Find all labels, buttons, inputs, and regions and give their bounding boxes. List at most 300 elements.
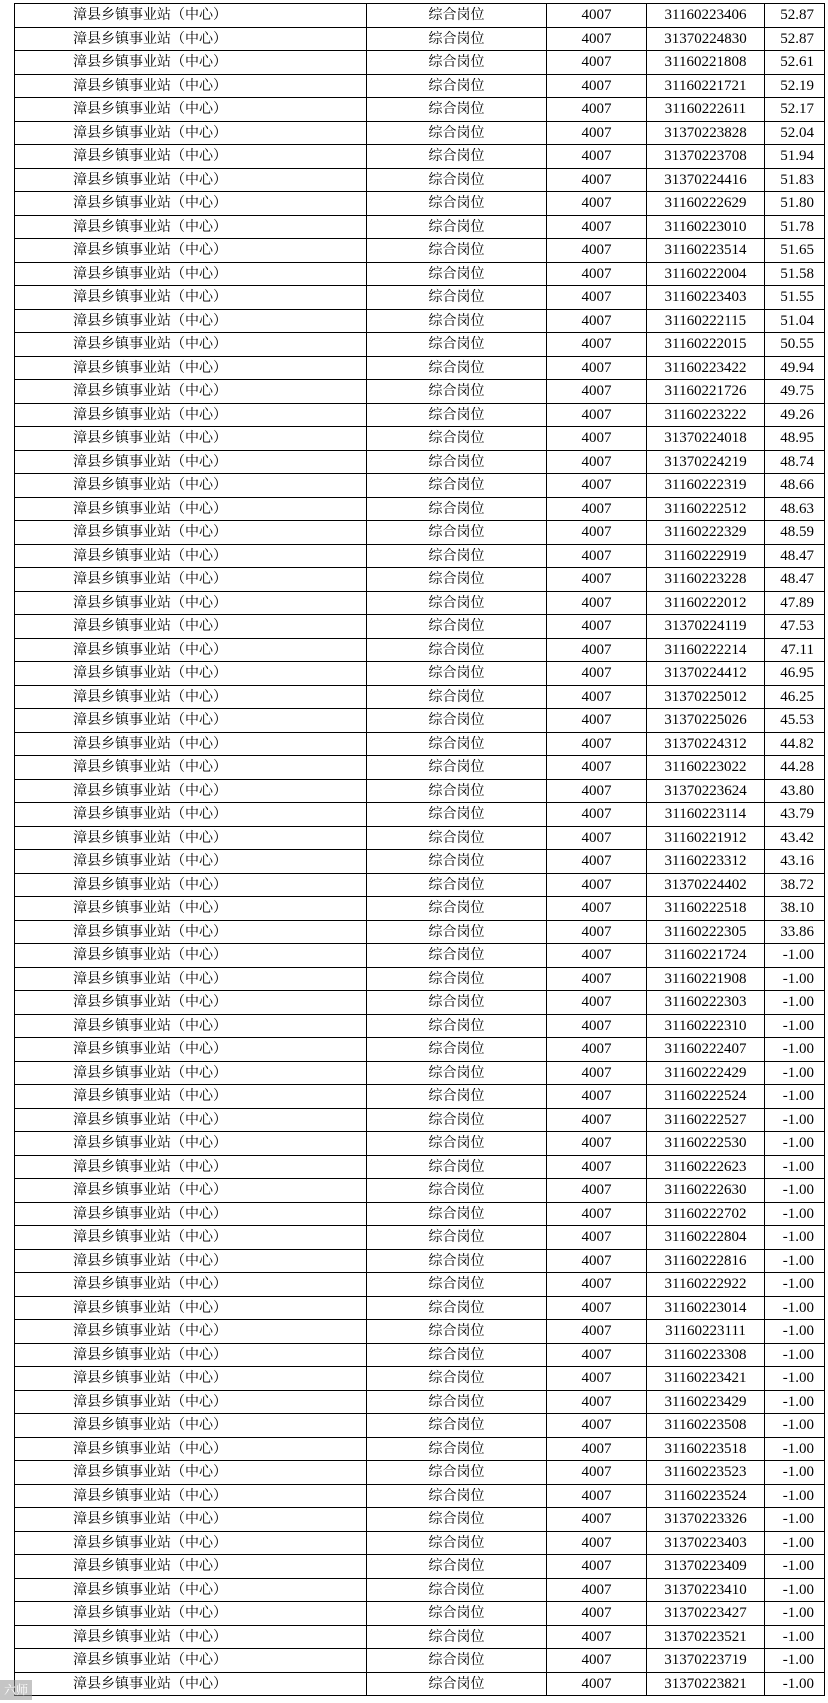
post-code-cell: 4007 — [547, 591, 647, 615]
score-cell: -1.00 — [765, 1061, 825, 1085]
ticket-number-cell: 31160223312 — [647, 850, 765, 874]
ticket-number-cell: 31160223111 — [647, 1320, 765, 1344]
table-row — [15, 215, 825, 239]
ticket-number-cell: 31160223228 — [647, 568, 765, 592]
table-row — [15, 1038, 825, 1062]
ticket-number-cell: 31160222012 — [647, 591, 765, 615]
score-cell: -1.00 — [765, 1226, 825, 1250]
ticket-number-cell: 31160221721 — [647, 74, 765, 98]
unit-cell: 漳县乡镇事业站（中心） — [15, 1132, 367, 1156]
unit-cell: 漳县乡镇事业站（中心） — [15, 286, 367, 310]
post-code-cell: 4007 — [547, 51, 647, 75]
ticket-number-cell: 31160222530 — [647, 1132, 765, 1156]
table-row — [15, 873, 825, 897]
post-code-cell: 4007 — [547, 1108, 647, 1132]
ticket-number-cell: 31160223422 — [647, 356, 765, 380]
post-cell: 综合岗位 — [367, 1296, 547, 1320]
score-cell: -1.00 — [765, 1179, 825, 1203]
ticket-number-cell: 31160223514 — [647, 239, 765, 263]
ticket-number-cell: 31160222524 — [647, 1085, 765, 1109]
post-cell: 综合岗位 — [367, 662, 547, 686]
table-row — [15, 826, 825, 850]
post-code-cell: 4007 — [547, 497, 647, 521]
post-code-cell: 4007 — [547, 826, 647, 850]
unit-cell: 漳县乡镇事业站（中心） — [15, 1437, 367, 1461]
unit-cell: 漳县乡镇事业站（中心） — [15, 591, 367, 615]
table-row — [15, 168, 825, 192]
post-code-cell: 4007 — [547, 215, 647, 239]
ticket-number-cell: 31370223719 — [647, 1649, 765, 1673]
ticket-number-cell: 31160222015 — [647, 333, 765, 357]
post-cell: 综合岗位 — [367, 1014, 547, 1038]
table-row — [15, 192, 825, 216]
table-row — [15, 638, 825, 662]
post-code-cell: 4007 — [547, 1461, 647, 1485]
ticket-number-cell: 31370223708 — [647, 145, 765, 169]
post-code-cell: 4007 — [547, 1038, 647, 1062]
post-cell: 综合岗位 — [367, 779, 547, 803]
score-cell: -1.00 — [765, 1625, 825, 1649]
table-row — [15, 1202, 825, 1226]
unit-cell: 漳县乡镇事业站（中心） — [15, 1085, 367, 1109]
post-code-cell: 4007 — [547, 1155, 647, 1179]
score-cell: 43.80 — [765, 779, 825, 803]
post-cell: 综合岗位 — [367, 1461, 547, 1485]
unit-cell: 漳县乡镇事业站（中心） — [15, 1625, 367, 1649]
table-row — [15, 1414, 825, 1438]
score-cell: 49.75 — [765, 380, 825, 404]
table-row — [15, 74, 825, 98]
post-code-cell: 4007 — [547, 779, 647, 803]
unit-cell: 漳县乡镇事业站（中心） — [15, 1343, 367, 1367]
unit-cell: 漳县乡镇事业站（中心） — [15, 638, 367, 662]
post-cell: 综合岗位 — [367, 1155, 547, 1179]
post-code-cell: 4007 — [547, 4, 647, 28]
unit-cell: 漳县乡镇事业站（中心） — [15, 74, 367, 98]
unit-cell: 漳县乡镇事业站（中心） — [15, 450, 367, 474]
score-cell: 47.53 — [765, 615, 825, 639]
unit-cell: 漳县乡镇事业站（中心） — [15, 615, 367, 639]
score-cell: -1.00 — [765, 1273, 825, 1297]
table-row — [15, 732, 825, 756]
score-cell: -1.00 — [765, 944, 825, 968]
ticket-number-cell: 31370223624 — [647, 779, 765, 803]
table-row — [15, 1296, 825, 1320]
table-row — [15, 1625, 825, 1649]
score-cell: -1.00 — [765, 1508, 825, 1532]
unit-cell: 漳县乡镇事业站（中心） — [15, 1414, 367, 1438]
post-code-cell: 4007 — [547, 1390, 647, 1414]
ticket-number-cell: 31160222623 — [647, 1155, 765, 1179]
post-code-cell: 4007 — [547, 427, 647, 451]
unit-cell: 漳县乡镇事业站（中心） — [15, 897, 367, 921]
score-cell: 47.11 — [765, 638, 825, 662]
score-cell: -1.00 — [765, 1484, 825, 1508]
unit-cell: 漳县乡镇事业站（中心） — [15, 168, 367, 192]
table-row — [15, 1085, 825, 1109]
score-cell: 48.63 — [765, 497, 825, 521]
unit-cell: 漳县乡镇事业站（中心） — [15, 427, 367, 451]
table-row — [15, 1273, 825, 1297]
table-row — [15, 967, 825, 991]
post-code-cell: 4007 — [547, 803, 647, 827]
unit-cell: 漳县乡镇事业站（中心） — [15, 1508, 367, 1532]
score-cell: 49.26 — [765, 403, 825, 427]
ticket-number-cell: 31160223523 — [647, 1461, 765, 1485]
post-code-cell: 4007 — [547, 662, 647, 686]
score-cell: -1.00 — [765, 1038, 825, 1062]
ticket-number-cell: 31370223326 — [647, 1508, 765, 1532]
post-code-cell: 4007 — [547, 356, 647, 380]
ticket-number-cell: 31370224412 — [647, 662, 765, 686]
post-code-cell: 4007 — [547, 568, 647, 592]
score-cell: -1.00 — [765, 1649, 825, 1673]
ticket-number-cell: 31370223427 — [647, 1602, 765, 1626]
ticket-number-cell: 31370225012 — [647, 685, 765, 709]
unit-cell: 漳县乡镇事业站（中心） — [15, 98, 367, 122]
post-cell: 综合岗位 — [367, 1202, 547, 1226]
ticket-number-cell: 31160222611 — [647, 98, 765, 122]
table-row — [15, 286, 825, 310]
post-cell: 综合岗位 — [367, 1108, 547, 1132]
table-row — [15, 309, 825, 333]
post-code-cell: 4007 — [547, 1414, 647, 1438]
post-cell: 综合岗位 — [367, 239, 547, 263]
post-cell: 综合岗位 — [367, 145, 547, 169]
post-code-cell: 4007 — [547, 615, 647, 639]
unit-cell: 漳县乡镇事业站（中心） — [15, 685, 367, 709]
score-cell: 44.82 — [765, 732, 825, 756]
table-row — [15, 944, 825, 968]
ticket-number-cell: 31370223821 — [647, 1672, 765, 1696]
table-row — [15, 1179, 825, 1203]
post-code-cell: 4007 — [547, 1555, 647, 1579]
ticket-number-cell: 31160223010 — [647, 215, 765, 239]
unit-cell: 漳县乡镇事业站（中心） — [15, 1367, 367, 1391]
post-cell: 综合岗位 — [367, 497, 547, 521]
ticket-number-cell: 31160221912 — [647, 826, 765, 850]
post-code-cell: 4007 — [547, 850, 647, 874]
table-row — [15, 1555, 825, 1579]
score-cell: 43.42 — [765, 826, 825, 850]
ticket-number-cell: 31160222319 — [647, 474, 765, 498]
table-row — [15, 98, 825, 122]
table-row — [15, 51, 825, 75]
score-cell: -1.00 — [765, 1014, 825, 1038]
table-row — [15, 1602, 825, 1626]
score-cell: -1.00 — [765, 1437, 825, 1461]
post-code-cell: 4007 — [547, 1132, 647, 1156]
post-cell: 综合岗位 — [367, 1602, 547, 1626]
unit-cell: 漳县乡镇事业站（中心） — [15, 1555, 367, 1579]
score-cell: 51.78 — [765, 215, 825, 239]
post-code-cell: 4007 — [547, 709, 647, 733]
unit-cell: 漳县乡镇事业站（中心） — [15, 380, 367, 404]
ticket-number-cell: 31370223410 — [647, 1578, 765, 1602]
score-cell: 51.83 — [765, 168, 825, 192]
post-code-cell: 4007 — [547, 638, 647, 662]
unit-cell: 漳县乡镇事业站（中心） — [15, 521, 367, 545]
post-code-cell: 4007 — [547, 450, 647, 474]
post-cell: 综合岗位 — [367, 121, 547, 145]
post-cell: 综合岗位 — [367, 380, 547, 404]
ticket-number-cell: 31160222115 — [647, 309, 765, 333]
score-cell: 48.95 — [765, 427, 825, 451]
score-cell: -1.00 — [765, 1320, 825, 1344]
table-body — [15, 4, 825, 1696]
table-row — [15, 1249, 825, 1273]
table-row — [15, 850, 825, 874]
table-row — [15, 1508, 825, 1532]
unit-cell: 漳县乡镇事业站（中心） — [15, 991, 367, 1015]
post-cell: 综合岗位 — [367, 591, 547, 615]
ticket-number-cell: 31160222214 — [647, 638, 765, 662]
ticket-number-cell: 31370224830 — [647, 27, 765, 51]
score-cell: -1.00 — [765, 991, 825, 1015]
table-row — [15, 568, 825, 592]
unit-cell: 漳县乡镇事业站（中心） — [15, 544, 367, 568]
post-code-cell: 4007 — [547, 1578, 647, 1602]
ticket-number-cell: 31370225026 — [647, 709, 765, 733]
post-code-cell: 4007 — [547, 732, 647, 756]
post-cell: 综合岗位 — [367, 1038, 547, 1062]
unit-cell: 漳县乡镇事业站（中心） — [15, 497, 367, 521]
post-code-cell: 4007 — [547, 145, 647, 169]
table-row — [15, 427, 825, 451]
post-cell: 综合岗位 — [367, 168, 547, 192]
post-cell: 综合岗位 — [367, 850, 547, 874]
table-row — [15, 403, 825, 427]
table-row — [15, 991, 825, 1015]
post-cell: 综合岗位 — [367, 333, 547, 357]
score-cell: -1.00 — [765, 1108, 825, 1132]
table-row — [15, 521, 825, 545]
post-code-cell: 4007 — [547, 1296, 647, 1320]
score-cell: 46.95 — [765, 662, 825, 686]
score-cell: -1.00 — [765, 1602, 825, 1626]
score-cell: 45.53 — [765, 709, 825, 733]
unit-cell: 漳县乡镇事业站（中心） — [15, 1108, 367, 1132]
post-cell: 综合岗位 — [367, 826, 547, 850]
post-code-cell: 4007 — [547, 333, 647, 357]
unit-cell: 漳县乡镇事业站（中心） — [15, 1014, 367, 1038]
table-row — [15, 1320, 825, 1344]
post-code-cell: 4007 — [547, 239, 647, 263]
post-code-cell: 4007 — [547, 544, 647, 568]
unit-cell: 漳县乡镇事业站（中心） — [15, 568, 367, 592]
post-cell: 综合岗位 — [367, 1273, 547, 1297]
ticket-number-cell: 31160221808 — [647, 51, 765, 75]
ticket-number-cell: 31160222629 — [647, 192, 765, 216]
post-cell: 综合岗位 — [367, 638, 547, 662]
post-cell: 综合岗位 — [367, 1555, 547, 1579]
unit-cell: 漳县乡镇事业站（中心） — [15, 356, 367, 380]
table-row — [15, 615, 825, 639]
table-row — [15, 145, 825, 169]
post-cell: 综合岗位 — [367, 873, 547, 897]
post-code-cell: 4007 — [547, 286, 647, 310]
table-row — [15, 380, 825, 404]
score-cell: 48.59 — [765, 521, 825, 545]
table-row — [15, 474, 825, 498]
ticket-number-cell: 31160223508 — [647, 1414, 765, 1438]
post-code-cell: 4007 — [547, 944, 647, 968]
post-cell: 综合岗位 — [367, 1414, 547, 1438]
unit-cell: 漳县乡镇事业站（中心） — [15, 1202, 367, 1226]
ticket-number-cell: 31160221724 — [647, 944, 765, 968]
ticket-number-cell: 31370224219 — [647, 450, 765, 474]
unit-cell: 漳县乡镇事业站（中心） — [15, 1672, 367, 1696]
ticket-number-cell: 31160222527 — [647, 1108, 765, 1132]
ticket-number-cell: 31160222804 — [647, 1226, 765, 1250]
ticket-number-cell: 31160222512 — [647, 497, 765, 521]
score-cell: 51.04 — [765, 309, 825, 333]
unit-cell: 漳县乡镇事业站（中心） — [15, 333, 367, 357]
unit-cell: 漳县乡镇事业站（中心） — [15, 1531, 367, 1555]
post-code-cell: 4007 — [547, 1061, 647, 1085]
score-cell: -1.00 — [765, 1367, 825, 1391]
score-cell: 38.10 — [765, 897, 825, 921]
score-cell: -1.00 — [765, 1390, 825, 1414]
ticket-number-cell: 31160223518 — [647, 1437, 765, 1461]
unit-cell: 漳县乡镇事业站（中心） — [15, 145, 367, 169]
ticket-number-cell: 31160222407 — [647, 1038, 765, 1062]
table-row — [15, 1578, 825, 1602]
ticket-number-cell: 31160223222 — [647, 403, 765, 427]
post-cell: 综合岗位 — [367, 1249, 547, 1273]
score-cell: -1.00 — [765, 1531, 825, 1555]
unit-cell: 漳县乡镇事业站（中心） — [15, 1179, 367, 1203]
score-cell: 44.28 — [765, 756, 825, 780]
post-code-cell: 4007 — [547, 262, 647, 286]
unit-cell: 漳县乡镇事业站（中心） — [15, 1155, 367, 1179]
score-cell: -1.00 — [765, 1249, 825, 1273]
ticket-number-cell: 31160221726 — [647, 380, 765, 404]
post-cell: 综合岗位 — [367, 1484, 547, 1508]
post-cell: 综合岗位 — [367, 967, 547, 991]
unit-cell: 漳县乡镇事业站（中心） — [15, 1578, 367, 1602]
score-cell: 52.87 — [765, 27, 825, 51]
unit-cell: 漳县乡镇事业站（中心） — [15, 803, 367, 827]
ticket-number-cell: 31160223114 — [647, 803, 765, 827]
score-cell: 51.65 — [765, 239, 825, 263]
score-cell: -1.00 — [765, 1085, 825, 1109]
post-cell: 综合岗位 — [367, 1649, 547, 1673]
ticket-number-cell: 31160221908 — [647, 967, 765, 991]
score-cell: 48.66 — [765, 474, 825, 498]
post-cell: 综合岗位 — [367, 568, 547, 592]
ticket-number-cell: 31160223406 — [647, 4, 765, 28]
post-cell: 综合岗位 — [367, 1367, 547, 1391]
post-code-cell: 4007 — [547, 1672, 647, 1696]
post-code-cell: 4007 — [547, 1249, 647, 1273]
post-cell: 综合岗位 — [367, 474, 547, 498]
unit-cell: 漳县乡镇事业站（中心） — [15, 1273, 367, 1297]
score-cell: -1.00 — [765, 1672, 825, 1696]
post-cell: 综合岗位 — [367, 615, 547, 639]
ticket-number-cell: 31160222630 — [647, 1179, 765, 1203]
post-cell: 综合岗位 — [367, 1320, 547, 1344]
post-code-cell: 4007 — [547, 1437, 647, 1461]
ticket-number-cell: 31160222310 — [647, 1014, 765, 1038]
table-row — [15, 239, 825, 263]
unit-cell: 漳县乡镇事业站（中心） — [15, 967, 367, 991]
ticket-number-cell: 31160222004 — [647, 262, 765, 286]
score-cell: 48.47 — [765, 568, 825, 592]
ticket-number-cell: 31160222702 — [647, 1202, 765, 1226]
score-cell: 43.16 — [765, 850, 825, 874]
post-code-cell: 4007 — [547, 1226, 647, 1250]
ticket-number-cell: 31160223421 — [647, 1367, 765, 1391]
post-cell: 综合岗位 — [367, 356, 547, 380]
unit-cell: 漳县乡镇事业站（中心） — [15, 873, 367, 897]
post-code-cell: 4007 — [547, 1085, 647, 1109]
watermark: 六师 — [0, 1680, 32, 1700]
ticket-number-cell: 31160222919 — [647, 544, 765, 568]
unit-cell: 漳县乡镇事业站（中心） — [15, 474, 367, 498]
post-code-cell: 4007 — [547, 1202, 647, 1226]
table-row — [15, 27, 825, 51]
score-cell: 48.74 — [765, 450, 825, 474]
score-cell: -1.00 — [765, 1578, 825, 1602]
post-cell: 综合岗位 — [367, 732, 547, 756]
post-code-cell: 4007 — [547, 1014, 647, 1038]
table-row — [15, 1437, 825, 1461]
ticket-number-cell: 31160223403 — [647, 286, 765, 310]
score-cell: 52.87 — [765, 4, 825, 28]
unit-cell: 漳县乡镇事业站（中心） — [15, 262, 367, 286]
unit-cell: 漳县乡镇事业站（中心） — [15, 756, 367, 780]
ticket-number-cell: 31370223409 — [647, 1555, 765, 1579]
score-cell: -1.00 — [765, 1296, 825, 1320]
post-code-cell: 4007 — [547, 991, 647, 1015]
score-cell: 38.72 — [765, 873, 825, 897]
table-row — [15, 1014, 825, 1038]
ticket-number-cell: 31370224402 — [647, 873, 765, 897]
score-cell: -1.00 — [765, 1343, 825, 1367]
ticket-number-cell: 31370223828 — [647, 121, 765, 145]
unit-cell: 漳县乡镇事业站（中心） — [15, 1061, 367, 1085]
table-row — [15, 709, 825, 733]
unit-cell: 漳县乡镇事业站（中心） — [15, 27, 367, 51]
unit-cell: 漳县乡镇事业站（中心） — [15, 1461, 367, 1485]
unit-cell: 漳县乡镇事业站（中心） — [15, 1226, 367, 1250]
ticket-number-cell: 31160223524 — [647, 1484, 765, 1508]
unit-cell: 漳县乡镇事业站（中心） — [15, 1249, 367, 1273]
post-code-cell: 4007 — [547, 1508, 647, 1532]
table-row — [15, 685, 825, 709]
unit-cell: 漳县乡镇事业站（中心） — [15, 1320, 367, 1344]
post-code-cell: 4007 — [547, 1625, 647, 1649]
ticket-number-cell: 31160222816 — [647, 1249, 765, 1273]
unit-cell: 漳县乡镇事业站（中心） — [15, 309, 367, 333]
score-cell: 51.58 — [765, 262, 825, 286]
score-cell: 52.04 — [765, 121, 825, 145]
ticket-number-cell: 31160222922 — [647, 1273, 765, 1297]
table-row — [15, 756, 825, 780]
table-row — [15, 497, 825, 521]
post-cell: 综合岗位 — [367, 1226, 547, 1250]
score-cell: -1.00 — [765, 1155, 825, 1179]
post-code-cell: 4007 — [547, 1273, 647, 1297]
post-cell: 综合岗位 — [367, 920, 547, 944]
unit-cell: 漳县乡镇事业站（中心） — [15, 1390, 367, 1414]
post-code-cell: 4007 — [547, 192, 647, 216]
score-cell: -1.00 — [765, 1202, 825, 1226]
table-row — [15, 591, 825, 615]
unit-cell: 漳县乡镇事业站（中心） — [15, 709, 367, 733]
score-cell: 33.86 — [765, 920, 825, 944]
